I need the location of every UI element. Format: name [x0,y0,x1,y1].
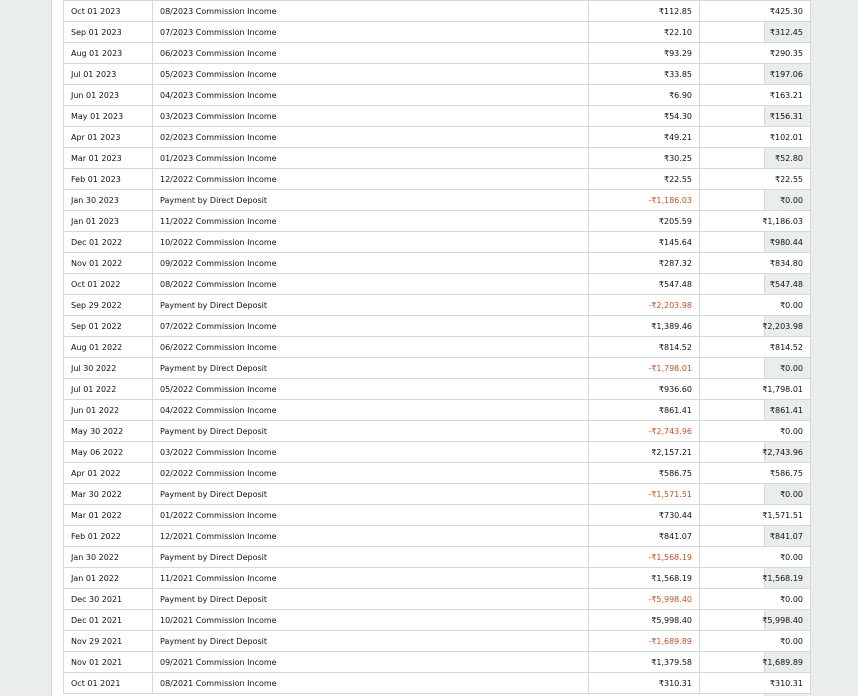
amount-cell: -₹1,689.89 [589,631,700,652]
balance-cell: ₹163.21 [700,85,811,106]
balance-cell: ₹814.52 [700,337,811,358]
amount-cell: ₹1,568.19 [589,568,700,589]
balance-cell: ₹5,998.40 [700,610,811,631]
table-row [64,64,811,85]
balance-cell: ₹2,203.98 [700,316,811,337]
table-row [64,190,811,211]
amount-cell: ₹1,379.58 [589,652,700,673]
table-row [64,274,811,295]
amount-cell: ₹310.31 [589,673,700,694]
balance-cell: ₹1,568.19 [700,568,811,589]
amount-cell: ₹33.85 [589,64,700,85]
amount-cell: ₹145.64 [589,232,700,253]
table-row [64,232,811,253]
description-cell: 08/2022 Commission Income [153,274,589,295]
table-row [64,106,811,127]
balance-cell: ₹586.75 [700,463,811,484]
amount-cell: ₹5,998.40 [589,610,700,631]
balance-cell: ₹1,689.89 [700,652,811,673]
description-cell: 08/2023 Commission Income [153,1,589,22]
description-cell: Payment by Direct Deposit [153,631,589,652]
table-row [64,1,811,22]
amount-cell: ₹287.32 [589,253,700,274]
amount-cell: ₹22.55 [589,169,700,190]
table-row [64,379,811,400]
description-cell: 09/2021 Commission Income [153,652,589,673]
balance-cell: ₹0.00 [700,190,811,211]
date-cell: Oct 01 2021 [64,673,153,694]
date-cell: Jul 30 2022 [64,358,153,379]
table-row [64,253,811,274]
table-row [64,127,811,148]
balance-cell: ₹290.35 [700,43,811,64]
amount-cell: ₹1,389.46 [589,316,700,337]
amount-cell: ₹112.85 [589,1,700,22]
description-cell: 11/2021 Commission Income [153,568,589,589]
table-row [64,589,811,610]
balance-cell: ₹0.00 [700,295,811,316]
amount-cell: ₹841.07 [589,526,700,547]
amount-cell: -₹5,998.40 [589,589,700,610]
amount-cell: ₹730.44 [589,505,700,526]
description-cell: 01/2023 Commission Income [153,148,589,169]
balance-cell: ₹841.07 [700,526,811,547]
date-cell: Mar 01 2022 [64,505,153,526]
description-cell: 02/2022 Commission Income [153,463,589,484]
table-row [64,505,811,526]
amount-cell: -₹1,798.01 [589,358,700,379]
balance-cell: ₹1,798.01 [700,379,811,400]
table-row [64,22,811,43]
balance-cell: ₹0.00 [700,358,811,379]
table-row [64,652,811,673]
table-row [64,337,811,358]
date-cell: Dec 30 2021 [64,589,153,610]
balance-cell: ₹861.41 [700,400,811,421]
amount-cell: ₹54.30 [589,106,700,127]
balance-cell: ₹22.55 [700,169,811,190]
description-cell: 07/2023 Commission Income [153,22,589,43]
date-cell: Apr 01 2023 [64,127,153,148]
table-row [64,316,811,337]
date-cell: Apr 01 2022 [64,463,153,484]
amount-cell: ₹586.75 [589,463,700,484]
description-cell: 10/2022 Commission Income [153,232,589,253]
balance-cell: ₹52.80 [700,148,811,169]
amount-cell: ₹6.90 [589,85,700,106]
table-row [64,568,811,589]
balance-cell: ₹980.44 [700,232,811,253]
table-row [64,85,811,106]
balance-cell: ₹1,186.03 [700,211,811,232]
amount-cell: -₹2,203.98 [589,295,700,316]
date-cell: Sep 01 2023 [64,22,153,43]
balance-cell: ₹0.00 [700,421,811,442]
table-row [64,295,811,316]
date-cell: Aug 01 2022 [64,337,153,358]
amount-cell: ₹547.48 [589,274,700,295]
date-cell: Mar 01 2023 [64,148,153,169]
description-cell: 04/2023 Commission Income [153,85,589,106]
date-cell: May 01 2023 [64,106,153,127]
amount-cell: ₹936.60 [589,379,700,400]
date-cell: May 06 2022 [64,442,153,463]
amount-cell: ₹814.52 [589,337,700,358]
amount-cell: ₹49.21 [589,127,700,148]
balance-cell: ₹0.00 [700,631,811,652]
table-row [64,526,811,547]
description-cell: Payment by Direct Deposit [153,358,589,379]
description-cell: Payment by Direct Deposit [153,547,589,568]
description-cell: Payment by Direct Deposit [153,295,589,316]
description-cell: Payment by Direct Deposit [153,421,589,442]
date-cell: May 30 2022 [64,421,153,442]
date-cell: Sep 01 2022 [64,316,153,337]
description-cell: 05/2022 Commission Income [153,379,589,400]
description-cell: 02/2023 Commission Income [153,127,589,148]
date-cell: Nov 01 2021 [64,652,153,673]
description-cell: Payment by Direct Deposit [153,589,589,610]
amount-cell: ₹861.41 [589,400,700,421]
balance-cell: ₹0.00 [700,547,811,568]
description-cell: Payment by Direct Deposit [153,484,589,505]
balance-cell: ₹310.31 [700,673,811,694]
amount-cell: ₹2,157.21 [589,442,700,463]
date-cell: Feb 01 2023 [64,169,153,190]
table-row [64,673,811,694]
date-cell: Nov 29 2021 [64,631,153,652]
balance-cell: ₹425.30 [700,1,811,22]
balance-cell: ₹1,571.51 [700,505,811,526]
balance-cell: ₹0.00 [700,484,811,505]
table-row [64,211,811,232]
description-cell: 09/2022 Commission Income [153,253,589,274]
description-cell: 12/2021 Commission Income [153,526,589,547]
date-cell: Jul 01 2022 [64,379,153,400]
date-cell: Nov 01 2022 [64,253,153,274]
balance-cell: ₹156.31 [700,106,811,127]
balance-cell: ₹102.01 [700,127,811,148]
transactions-table [63,0,811,694]
amount-cell: ₹30.25 [589,148,700,169]
balance-cell: ₹2,743.96 [700,442,811,463]
date-cell: Jun 01 2022 [64,400,153,421]
amount-cell: -₹1,186.03 [589,190,700,211]
table-row [64,43,811,64]
amount-cell: -₹1,568.19 [589,547,700,568]
description-cell: 01/2022 Commission Income [153,505,589,526]
date-cell: Oct 01 2023 [64,1,153,22]
amount-cell: ₹22.10 [589,22,700,43]
transactions-table-body [64,1,811,694]
table-row [64,463,811,484]
amount-cell: ₹93.29 [589,43,700,64]
balance-cell: ₹0.00 [700,589,811,610]
description-cell: 03/2023 Commission Income [153,106,589,127]
table-row [64,358,811,379]
balance-cell: ₹312.45 [700,22,811,43]
date-cell: Oct 01 2022 [64,274,153,295]
description-cell: 12/2022 Commission Income [153,169,589,190]
transactions-panel [51,0,803,696]
amount-cell: -₹2,743.96 [589,421,700,442]
date-cell: Sep 29 2022 [64,295,153,316]
description-cell: 05/2023 Commission Income [153,64,589,85]
date-cell: Aug 01 2023 [64,43,153,64]
date-cell: Jul 01 2023 [64,64,153,85]
description-cell: 07/2022 Commission Income [153,316,589,337]
description-cell: 10/2021 Commission Income [153,610,589,631]
table-row [64,610,811,631]
table-row [64,484,811,505]
date-cell: Feb 01 2022 [64,526,153,547]
description-cell: 04/2022 Commission Income [153,400,589,421]
date-cell: Jun 01 2023 [64,85,153,106]
table-row [64,169,811,190]
table-row [64,421,811,442]
description-cell: 08/2021 Commission Income [153,673,589,694]
balance-cell: ₹197.06 [700,64,811,85]
date-cell: Dec 01 2022 [64,232,153,253]
date-cell: Jan 30 2022 [64,547,153,568]
description-cell: 03/2022 Commission Income [153,442,589,463]
balance-cell: ₹834.80 [700,253,811,274]
table-row [64,547,811,568]
description-cell: 06/2022 Commission Income [153,337,589,358]
date-cell: Jan 01 2022 [64,568,153,589]
date-cell: Jan 01 2023 [64,211,153,232]
amount-cell: -₹1,571.51 [589,484,700,505]
description-cell: 06/2023 Commission Income [153,43,589,64]
date-cell: Dec 01 2021 [64,610,153,631]
table-row [64,631,811,652]
table-row [64,148,811,169]
table-row [64,442,811,463]
amount-cell: ₹205.59 [589,211,700,232]
balance-cell: ₹547.48 [700,274,811,295]
date-cell: Jan 30 2023 [64,190,153,211]
description-cell: 11/2022 Commission Income [153,211,589,232]
table-row [64,400,811,421]
description-cell: Payment by Direct Deposit [153,190,589,211]
date-cell: Mar 30 2022 [64,484,153,505]
